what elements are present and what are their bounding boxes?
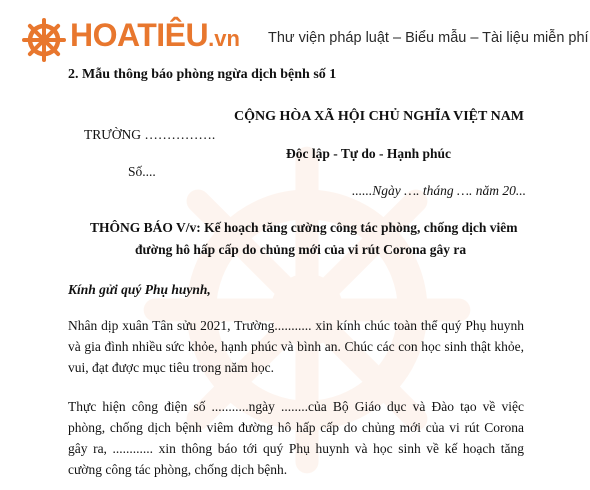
logo-brand-text: HOATIÊU	[70, 17, 209, 53]
notice-title-line-1: THÔNG BÁO V/v: Kế hoạch tăng cường công tác phòng, chống dịch viêm	[90, 220, 518, 235]
paragraph-1: Nhân dịp xuân Tân sửu 2021, Trường........... xin kính chúc toàn thể quý Phụ huynh và gia đình nhiều sức khỏe, hạnh phúc và bình an. Chúc các con học sinh thật khỏe, vui, đạt được mục tiêu trong năm học.	[68, 318, 524, 375]
site-tagline: Thư viện pháp luật – Biểu mẫu – Tài liệu miễn phí	[268, 30, 589, 46]
greeting: Kính gửi quý Phụ huynh,	[68, 282, 211, 297]
nation-title: CỘNG HÒA XÃ HỘI CHỦ NGHĨA VIỆT NAM	[234, 109, 525, 124]
document-number: Số....	[128, 164, 156, 179]
school-line: TRƯỜNG …………….	[84, 127, 216, 142]
notice-title-line-2: đường hô hấp cấp do chủng mới của vi rút Corona gây ra	[135, 242, 467, 257]
section-title: 2. Mẫu thông báo phòng ngừa dịch bệnh số 1	[68, 67, 337, 82]
motto: Độc lập - Tự do - Hạnh phúc	[286, 146, 452, 161]
ship-wheel-logo-icon[interactable]	[22, 18, 66, 62]
paragraph-2: Thực hiện công điện số ...........ngày ........của Bộ Giáo dục và Đào tạo về việc phòng, chống dịch bệnh viêm đường hô hấp cấp do chủng mới của vi rút Corona gây ra, ............ xin thông báo tới quý Phụ huynh và học sinh về kế hoạch tăng cường công tác phòng, chống dịch bệnh.	[68, 399, 524, 477]
site-logo[interactable]	[70, 17, 240, 57]
document-date: ......Ngày …. tháng …. năm 20...	[352, 183, 527, 198]
logo-domain-text: .vn	[208, 26, 240, 51]
site-header	[0, 0, 590, 72]
